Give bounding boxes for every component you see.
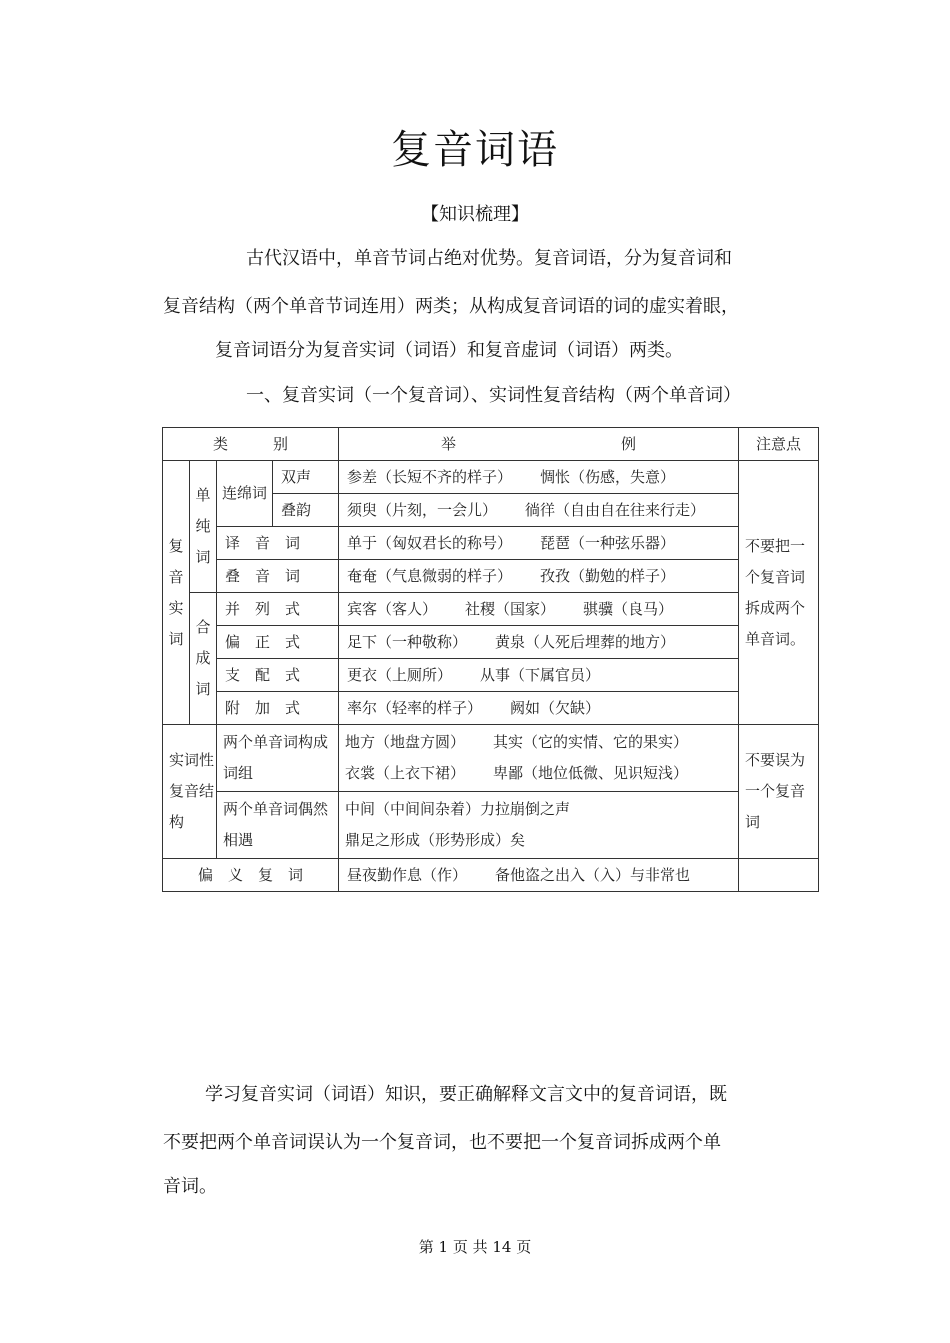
table-row bbox=[163, 692, 819, 725]
table-header-row bbox=[163, 428, 819, 461]
example-text: 从事（下属官员） bbox=[480, 666, 601, 684]
example-text: 更衣（上厕所） bbox=[347, 666, 453, 684]
example-text: 中间（中间间杂着）力拉崩倒之声 bbox=[345, 800, 571, 818]
knowledge-table bbox=[162, 427, 819, 892]
table-row bbox=[163, 593, 819, 626]
example-text: 其实（它的实情、它的果实） bbox=[493, 733, 689, 751]
example-text: 足下（一种敬称） bbox=[347, 633, 468, 651]
closing-line-2: 不要把两个单音词误认为一个复音词，也不要把一个复音词拆成两个单 bbox=[163, 1132, 721, 1153]
example-cell bbox=[339, 494, 739, 527]
cizu-label: 两个单音词构成词组 bbox=[217, 725, 339, 792]
example-text: 鼎足之形成（形势形成）矣 bbox=[345, 831, 526, 849]
example-cell bbox=[339, 626, 739, 659]
dieyinci-label: 叠 音 词 bbox=[217, 560, 339, 593]
fujiashi-label: 附 加 式 bbox=[217, 692, 339, 725]
intro-line-1: 古代汉语中，单音节词占绝对优势。复音词语，分为复音词和 bbox=[246, 248, 732, 269]
example-text: 孜孜（勤勉的样子） bbox=[540, 567, 676, 585]
example-text: 昼夜勤作息（作） bbox=[347, 866, 468, 884]
group-hechengci: 合成词 bbox=[190, 593, 217, 725]
ouran-label: 两个单音词偶然相遇 bbox=[217, 792, 339, 859]
dieyun-label: 叠韵 bbox=[273, 494, 339, 527]
yiyinci-label: 译 音 词 bbox=[217, 527, 339, 560]
example-text: 卑鄙（地位低微、见识短浅） bbox=[493, 764, 689, 782]
example-text: 参差（长短不齐的样子） bbox=[347, 468, 513, 486]
table-row bbox=[163, 560, 819, 593]
header-category: 类 别 bbox=[163, 428, 339, 461]
empty-note-cell bbox=[739, 859, 819, 892]
binglieshi-label: 并 列 式 bbox=[217, 593, 339, 626]
example-text: 衣裳（上衣下裙） bbox=[345, 764, 466, 782]
closing-line-1: 学习复音实词（词语）知识，要正确解释文言文中的复音词语，既 bbox=[205, 1084, 727, 1105]
shuangsheng-label: 双声 bbox=[273, 461, 339, 494]
table-row bbox=[163, 626, 819, 659]
zhipeishi-label: 支 配 式 bbox=[217, 659, 339, 692]
example-cell bbox=[339, 692, 739, 725]
page-footer: 第 1 页 共 14 页 bbox=[418, 1238, 532, 1256]
example-text: 社稷（国家） bbox=[465, 600, 556, 618]
example-text: 琵琶（一种弦乐器） bbox=[540, 534, 676, 552]
example-text: 地方（地盘方圆） bbox=[345, 733, 466, 751]
example-text: 惆怅（伤感，失意） bbox=[540, 468, 676, 486]
table-row bbox=[163, 792, 819, 859]
example-cell bbox=[339, 792, 739, 859]
note-cell: 不要把一个复音词拆成两个单音词。 bbox=[739, 461, 819, 725]
example-cell bbox=[339, 461, 739, 494]
example-cell bbox=[339, 659, 739, 692]
lianmianci-label: 连绵词 bbox=[217, 461, 273, 527]
example-text: 单于（匈奴君长的称号） bbox=[347, 534, 513, 552]
example-text: 阙如（欠缺） bbox=[510, 699, 601, 717]
pianyi-fuci-label: 偏 义 复 词 bbox=[163, 859, 339, 892]
example-text: 备他盗之出入（入）与非常也 bbox=[495, 866, 691, 884]
example-cell bbox=[339, 859, 739, 892]
example-text: 黄泉（人死后埋葬的地方） bbox=[495, 633, 676, 651]
table-row bbox=[163, 461, 819, 494]
intro-line-3: 复音词语分为复音实词（词语）和复音虚词（词语）两类。 bbox=[215, 340, 683, 361]
example-text: 骐骥（良马） bbox=[583, 600, 674, 618]
header-notes: 注意点 bbox=[739, 428, 819, 461]
example-text: 须臾（片刻，一会儿） bbox=[347, 501, 498, 519]
intro-line-2: 复音结构（两个单音节词连用）两类；从构成复音词语的词的虚实着眼， bbox=[163, 296, 739, 317]
group-shicixing-fuyin-jiegou: 实词性复音结构 bbox=[163, 725, 217, 859]
table-row bbox=[163, 527, 819, 560]
example-cell bbox=[339, 725, 739, 792]
note-cell: 不要误为一个复音词 bbox=[739, 725, 819, 859]
table-row bbox=[163, 859, 819, 892]
example-cell bbox=[339, 593, 739, 626]
example-text: 奄奄（气息微弱的样子） bbox=[347, 567, 513, 585]
group-danchunci: 单纯词 bbox=[190, 461, 217, 593]
section-label: 【知识梳理】 bbox=[421, 204, 529, 225]
closing-line-3: 音词。 bbox=[163, 1176, 217, 1197]
example-text: 徜徉（自由自在往来行走） bbox=[525, 501, 706, 519]
pianzhengshi-label: 偏 正 式 bbox=[217, 626, 339, 659]
header-examples: 举 例 bbox=[339, 428, 739, 461]
table-row bbox=[163, 659, 819, 692]
section-heading-1: 一、复音实词（一个复音词）、实词性复音结构（两个单音词） bbox=[246, 385, 741, 406]
table-row bbox=[163, 725, 819, 792]
example-cell bbox=[339, 527, 739, 560]
example-text: 宾客（客人） bbox=[347, 600, 438, 618]
example-text: 率尔（轻率的样子） bbox=[347, 699, 483, 717]
group-fuyin-shici: 复音实词 bbox=[163, 461, 190, 725]
example-cell bbox=[339, 560, 739, 593]
page-title: 复音词语 bbox=[391, 127, 559, 173]
